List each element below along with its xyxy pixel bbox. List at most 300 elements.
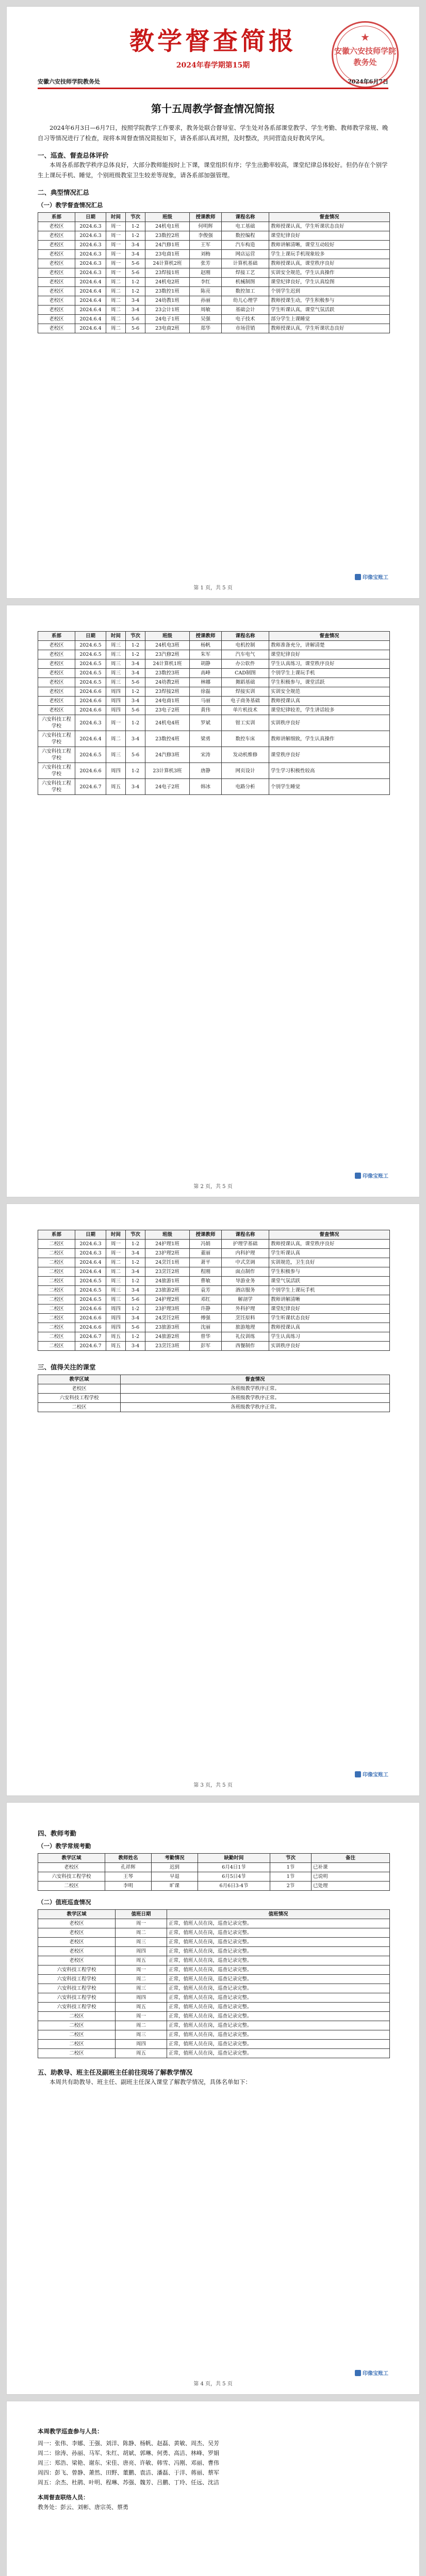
table-row <box>38 287 390 296</box>
table-cell: 罗斌 <box>190 715 222 731</box>
table-header-cell: 节次 <box>270 1854 312 1863</box>
table-cell: 24汽修3班 <box>145 747 190 763</box>
table-cell: 胡静 <box>190 659 222 669</box>
table-row <box>38 1863 390 1872</box>
table-cell: 部分学生上课睡觉 <box>269 315 390 324</box>
table-cell: 23旅游2班 <box>145 1286 190 1295</box>
table-cell: 李明 <box>105 1882 152 1891</box>
table-cell: 周二 <box>106 324 126 333</box>
table-cell: 周四 <box>106 706 126 715</box>
table-cell: 学生积极参与 <box>269 1267 390 1277</box>
logo-icon <box>355 2370 361 2376</box>
table-cell: 徐磊 <box>190 687 222 697</box>
table-cell: 正常，值班人员在岗，巡查记录完整。 <box>167 1919 390 1928</box>
table-cell: 个别学生迟到 <box>269 287 390 296</box>
table-cell: 24机电4班 <box>145 715 190 731</box>
table-cell: 周一 <box>106 222 126 231</box>
section-1-text: 本周各系部教学秩序总体良好，大部分教师能按时上下课，课堂组织有序；学生出勤率较高，课堂纪律总体较好。但仍存在个别学生上课玩手机、睡觉，个别班级教室卫生较差等现象，请各系部加强管理。 <box>38 161 388 179</box>
table-cell: 舞蹈基础 <box>222 678 269 687</box>
table-cell: 老校区 <box>38 669 75 678</box>
inspection-table-part1 <box>38 212 390 333</box>
table-cell: 周三 <box>106 1295 126 1304</box>
table-cell: 老校区 <box>38 222 75 231</box>
table-cell: 赵刚 <box>190 268 222 278</box>
table-cell: 周五 <box>116 2003 167 2012</box>
table-cell: 孙丽 <box>190 296 222 306</box>
table-cell: 2024.6.5 <box>75 1286 106 1295</box>
table-row <box>38 747 390 763</box>
table-cell: 老校区 <box>38 650 75 659</box>
table-cell: 3-4 <box>126 669 145 678</box>
table-cell: 2024.6.4 <box>75 324 106 333</box>
footer-logo: 印像宝账工 <box>355 2369 388 2377</box>
table-cell: 杨帆 <box>190 641 222 650</box>
table-cell: 正常，值班人员在岗，巡查记录完整。 <box>167 1975 390 1984</box>
table-cell: 1节 <box>270 1872 312 1882</box>
table-cell: 曹敏 <box>190 1277 222 1286</box>
logo-icon <box>355 1173 361 1179</box>
table-cell: 六安科技工程学校 <box>38 731 75 747</box>
table-cell: 基础会计 <box>222 306 269 315</box>
table-row <box>38 1394 390 1403</box>
table-cell: 周三 <box>106 650 126 659</box>
table-cell: 23焊接2班 <box>145 687 190 697</box>
table-row <box>38 2030 390 2040</box>
table-cell: 2024.6.3 <box>75 268 106 278</box>
table-cell: 正常，值班人员在岗，巡查记录完整。 <box>167 1984 390 1993</box>
page-number: 第 1 页，共 5 页 <box>193 585 233 591</box>
table-cell: 3-4 <box>126 1314 145 1323</box>
table-cell: 2024.6.6 <box>75 1314 106 1323</box>
table-cell: 个别学生睡觉 <box>269 779 390 795</box>
table-row <box>38 1947 390 1956</box>
section-4-2-heading: （二）值班巡查情况 <box>38 1899 91 1906</box>
table-cell: 学生上课玩手机现象较多 <box>269 250 390 259</box>
table-cell: 老校区 <box>38 1928 116 1938</box>
table-cell: 老校区 <box>38 678 75 687</box>
duty-patrol-table <box>38 1909 390 2058</box>
table-cell: 1-2 <box>126 222 145 231</box>
table-header-cell: 节次 <box>126 632 145 641</box>
table-cell: 外科护理 <box>222 1304 269 1314</box>
table-cell: 5-6 <box>126 706 145 715</box>
table-cell: 1-2 <box>126 1304 145 1314</box>
table-row <box>38 2049 390 2058</box>
table-cell: 二校区 <box>38 2040 116 2049</box>
table-header-cell: 考勤情况 <box>152 1854 198 1863</box>
table-cell: 网页设计 <box>222 763 269 779</box>
table-cell: 正常，值班人员在岗，巡查记录完整。 <box>167 1928 390 1938</box>
table-cell: 24机电2班 <box>145 278 190 287</box>
table-cell: 2024.6.5 <box>75 659 106 669</box>
table-cell: 23数控4班 <box>145 731 190 747</box>
table-cell: 二校区 <box>38 1286 75 1295</box>
table-row <box>38 659 390 669</box>
table-cell: 二校区 <box>38 1332 75 1342</box>
page-3 <box>6 1204 420 1796</box>
table-cell: 2024.6.6 <box>75 1304 106 1314</box>
section-4-heading: 四、教师考勤 <box>38 1829 77 1837</box>
table-row <box>38 315 390 324</box>
table-cell: 周二 <box>116 1975 167 1984</box>
table-row <box>38 2040 390 2049</box>
table-cell: 钳工实训 <box>222 715 269 731</box>
table-cell: 2024.6.5 <box>75 641 106 650</box>
table-cell: 教师授课认真 <box>269 1323 390 1332</box>
table-cell: 实训秩序良好 <box>269 1342 390 1351</box>
table-cell: 2024.6.3 <box>75 222 106 231</box>
table-row <box>38 2012 390 2021</box>
table-cell: 实训安全规范，学生认真操作 <box>269 268 390 278</box>
participants-friday: 周五：余杰、杜鹃、叶明、程琳、苏强、魏芳、吕鹏、丁玲、任远、沈洁 <box>38 2479 219 2486</box>
table-cell: 老校区 <box>38 315 75 324</box>
table-cell: 机械制图 <box>222 278 269 287</box>
table-cell: 周二 <box>106 287 126 296</box>
table-cell: 2024.6.4 <box>75 1258 106 1267</box>
table-cell: 老校区 <box>38 659 75 669</box>
table-cell: 课堂纪律良好，学生认真绘图 <box>269 278 390 287</box>
table-cell: 课堂纪律良好 <box>269 1304 390 1314</box>
table-header-cell: 督查情况 <box>269 1230 390 1240</box>
table-cell: 老校区 <box>38 1919 116 1928</box>
table-cell: 数控编程 <box>222 231 269 241</box>
table-cell: 3-4 <box>126 241 145 250</box>
table-cell: 课堂纪律良好 <box>269 231 390 241</box>
table-row <box>38 687 390 697</box>
table-cell: 王琴 <box>105 1872 152 1882</box>
table-cell: 老校区 <box>38 231 75 241</box>
table-cell: 周四 <box>106 1304 126 1314</box>
table-cell: 老校区 <box>38 324 75 333</box>
table-cell: 六安科技工程学校 <box>38 1394 121 1403</box>
table-cell: 各班级教学秩序正常。 <box>121 1403 390 1412</box>
table-cell: 教师授课生动，学生积极参与 <box>269 296 390 306</box>
doc-title: 第十五周教学督查情况简报 <box>151 103 275 115</box>
footer-logo: 印像宝账工 <box>355 573 388 581</box>
table-cell: 焊接实训 <box>222 687 269 697</box>
table-cell: 林娜 <box>190 678 222 687</box>
table-cell: CAD制图 <box>222 669 269 678</box>
table-cell: 张芳 <box>190 259 222 268</box>
table-cell: 1-2 <box>126 1277 145 1286</box>
table-header-cell: 授课教师 <box>190 632 222 641</box>
table-row <box>38 259 390 268</box>
table-cell: 2024.6.3 <box>75 241 106 250</box>
table-cell: 23电子2班 <box>145 706 190 715</box>
table-cell: 电子商务基础 <box>222 697 269 706</box>
table-cell: 23护理3班 <box>145 1304 190 1314</box>
table-cell: 教师授课认真 <box>269 697 390 706</box>
logo-icon <box>355 574 361 580</box>
issue-number: 2024年春学期第15期 <box>176 61 250 70</box>
table-header-cell: 时间 <box>106 213 126 222</box>
table-cell: 2024.6.3 <box>75 259 106 268</box>
table-cell: 旷课 <box>152 1882 198 1891</box>
table-cell: 周四 <box>106 763 126 779</box>
table-cell: 正常，值班人员在岗，巡查记录完整。 <box>167 2030 390 2040</box>
table-header-cell: 时间 <box>106 632 126 641</box>
table-cell: 周一 <box>106 259 126 268</box>
table-header-cell: 教学区域 <box>38 1375 121 1384</box>
table-cell: 已说明 <box>312 1872 390 1882</box>
table-header-cell: 时间 <box>106 1230 126 1240</box>
table-cell: 周四 <box>106 687 126 697</box>
table-cell: 汽车电气 <box>222 650 269 659</box>
table-cell: 3-4 <box>126 779 145 795</box>
table-cell: 5-6 <box>126 268 145 278</box>
table-cell: 周四 <box>106 1323 126 1332</box>
table-header-row <box>38 213 390 222</box>
table-cell: 教师授课认真，学生听课状态良好 <box>269 324 390 333</box>
table-cell: 周一 <box>106 1249 126 1258</box>
table-cell: 老校区 <box>38 687 75 697</box>
table-cell: 各班级教学秩序正常。 <box>121 1384 390 1394</box>
table-cell: 周三 <box>106 1286 126 1295</box>
table-cell: 李俊强 <box>190 231 222 241</box>
table-header-cell: 日期 <box>75 213 106 222</box>
table-cell: 周一 <box>106 231 126 241</box>
table-cell: 3-4 <box>126 1249 145 1258</box>
table-row <box>38 2021 390 2030</box>
table-cell: 市场营销 <box>222 324 269 333</box>
table-cell: 电子技术 <box>222 315 269 324</box>
table-header-cell: 课程名称 <box>222 1230 269 1240</box>
table-cell: 梁勇 <box>190 731 222 747</box>
table-row <box>38 1993 390 2003</box>
table-cell: 2024.6.3 <box>75 1240 106 1249</box>
table-cell: 2024.6.6 <box>75 697 106 706</box>
table-cell: 课堂纪律较差，学生讲话较多 <box>269 706 390 715</box>
table-row <box>38 1240 390 1249</box>
table-cell: 六安科技工程学校 <box>38 779 75 795</box>
table-cell: 老校区 <box>38 259 75 268</box>
table-cell: 冯娟 <box>190 1240 222 1249</box>
table-row <box>38 1384 390 1394</box>
table-header-cell: 节次 <box>126 1230 145 1240</box>
table-cell: 汽车构造 <box>222 241 269 250</box>
table-cell: 2024.6.6 <box>75 687 106 697</box>
table-cell: 周敏 <box>190 306 222 315</box>
table-row <box>38 1304 390 1314</box>
table-header-cell: 督查情况 <box>269 213 390 222</box>
table-row <box>38 241 390 250</box>
table-cell: 周三 <box>106 641 126 650</box>
table-cell: 23旅游3班 <box>145 1323 190 1332</box>
table-cell: 教师准备充分，讲解清楚 <box>269 641 390 650</box>
table-cell: 周五 <box>116 2049 167 2058</box>
table-cell: 二校区 <box>38 1240 75 1249</box>
table-cell: 迟到 <box>152 1863 198 1872</box>
table-row <box>38 1249 390 1258</box>
table-cell: 周五 <box>116 1956 167 1965</box>
table-cell: 二校区 <box>38 1258 75 1267</box>
table-cell: 已补课 <box>312 1863 390 1872</box>
table-header-row <box>38 1230 390 1240</box>
table-cell: 周三 <box>106 747 126 763</box>
footer-logo: 印像宝账工 <box>355 1770 388 1778</box>
section-5-text: 本周共有助教导、班主任、副班主任深入课堂了解教学情况，具体名单如下： <box>50 2078 251 2086</box>
table-header-row <box>38 1375 390 1384</box>
table-cell: 24机电1班 <box>145 222 190 231</box>
table-cell: 学生学习积极性较高 <box>269 763 390 779</box>
table-cell: 23数控3班 <box>145 669 190 678</box>
table-cell: 周四 <box>106 1314 126 1323</box>
table-row <box>38 1882 390 1891</box>
table-cell: 3-4 <box>126 1267 145 1277</box>
table-cell: 2024.6.7 <box>75 1342 106 1351</box>
table-cell: 正常，值班人员在岗，巡查记录完整。 <box>167 2049 390 2058</box>
table-header-cell: 教学区域 <box>38 1854 105 1863</box>
table-cell: 电路分析 <box>222 779 269 795</box>
table-cell: 5-6 <box>126 259 145 268</box>
table-header-cell: 值班情况 <box>167 1910 390 1919</box>
table-cell: 实训规范，卫生良好 <box>269 1258 390 1267</box>
table-cell: 二校区 <box>38 1304 75 1314</box>
table-header-cell: 系部 <box>38 632 75 641</box>
table-cell: 1-2 <box>126 687 145 697</box>
table-cell: 24计算机1班 <box>145 659 190 669</box>
table-row <box>38 1342 390 1351</box>
table-cell: 周二 <box>116 2021 167 2030</box>
table-cell: 六安科技工程学校 <box>38 2003 116 2012</box>
table-cell: 周三 <box>116 1984 167 1993</box>
table-header-row <box>38 632 390 641</box>
issuing-org: 安徽六安技师学院教务处 <box>38 78 100 85</box>
table-cell: 周一 <box>106 1240 126 1249</box>
section-3-heading: 三、值得关注的课堂 <box>38 1363 96 1371</box>
table-header-cell: 缺勤时间 <box>198 1854 270 1863</box>
table-row <box>38 669 390 678</box>
table-header-row <box>38 1910 390 1919</box>
page-2 <box>6 605 420 1197</box>
table-cell: 23数控1班 <box>145 287 190 296</box>
table-cell: 正常，值班人员在岗，巡查记录完整。 <box>167 1947 390 1956</box>
table-cell: 六安科技工程学校 <box>38 1965 116 1975</box>
table-cell: 彭军 <box>190 1342 222 1351</box>
table-cell: 老校区 <box>38 268 75 278</box>
issue-date: 2024年6月7日 <box>348 78 388 85</box>
table-cell: 2024.6.4 <box>75 731 106 747</box>
table-cell: 实训安全规范 <box>269 687 390 697</box>
table-cell: 2024.6.5 <box>75 669 106 678</box>
table-cell: 周三 <box>116 1938 167 1947</box>
table-cell: 24幼教1班 <box>145 296 190 306</box>
table-cell: 24旅游1班 <box>145 1277 190 1286</box>
table-cell: 23电商2班 <box>145 324 190 333</box>
table-cell: 周三 <box>106 1277 126 1286</box>
participants-wednesday: 周三：郑浩、梁艳、谢东、宋佳、唐亮、许敏、韩雪、冯刚、邓丽、曹伟 <box>38 2460 219 2466</box>
table-cell: 内科护理 <box>222 1249 269 1258</box>
table-cell: 23烹饪3班 <box>145 1342 190 1351</box>
table-cell: 老校区 <box>38 1384 121 1394</box>
table-cell: 已处理 <box>312 1882 390 1891</box>
table-cell: 1-2 <box>126 231 145 241</box>
table-cell: 6月5日4节 <box>198 1872 270 1882</box>
table-row <box>38 268 390 278</box>
table-cell: 网店运营 <box>222 250 269 259</box>
table-row <box>38 1872 390 1882</box>
table-cell: 二校区 <box>38 1277 75 1286</box>
table-cell: 二校区 <box>38 1342 75 1351</box>
table-row <box>38 250 390 259</box>
table-header-cell: 督查情况 <box>269 632 390 641</box>
table-cell: 2024.6.5 <box>75 678 106 687</box>
table-cell: 教师讲解细致，学生认真操作 <box>269 731 390 747</box>
notable-class-table <box>38 1375 390 1412</box>
table-cell: 二校区 <box>38 1267 75 1277</box>
table-cell: 二校区 <box>38 2021 116 2030</box>
table-cell: 1节 <box>270 1863 312 1872</box>
table-cell: 2024.6.6 <box>75 1323 106 1332</box>
table-cell: 23电商1班 <box>145 250 190 259</box>
table-cell: 二校区 <box>38 2012 116 2021</box>
attendance-table <box>38 1853 390 1891</box>
table-row <box>38 278 390 287</box>
table-cell: 老校区 <box>38 1863 105 1872</box>
table-cell: 2024.6.4 <box>75 315 106 324</box>
table-cell: 1-2 <box>126 763 145 779</box>
table-cell: 3-4 <box>126 731 145 747</box>
table-cell: 24电商1班 <box>145 697 190 706</box>
table-cell: 周一 <box>106 250 126 259</box>
table-cell: 周二 <box>106 1267 126 1277</box>
table-row <box>38 2003 390 2012</box>
table-header-cell: 值班日期 <box>116 1910 167 1919</box>
table-cell: 1-2 <box>126 641 145 650</box>
table-row <box>38 1928 390 1938</box>
table-cell: 23计算机3班 <box>145 763 190 779</box>
table-header-cell: 教师姓名 <box>105 1854 152 1863</box>
table-cell: 2024.6.7 <box>75 1332 106 1342</box>
table-cell: 2024.6.5 <box>75 1295 106 1304</box>
table-cell: 2024.6.4 <box>75 278 106 287</box>
table-cell: 单片机技术 <box>222 706 269 715</box>
table-cell: 朱军 <box>190 650 222 659</box>
table-cell: 2024.6.3 <box>75 1249 106 1258</box>
table-cell: 24汽修1班 <box>145 241 190 250</box>
table-row <box>38 1295 390 1304</box>
page-4 <box>6 1802 420 2395</box>
table-cell: 周一 <box>106 241 126 250</box>
table-header-cell: 课程名称 <box>222 213 269 222</box>
red-seal: ★ 安徽六安技师学院 教务处 <box>332 21 399 88</box>
table-cell: 周二 <box>106 278 126 287</box>
table-cell: 正常，值班人员在岗，巡查记录完整。 <box>167 2040 390 2049</box>
table-cell: 中式烹调 <box>222 1258 269 1267</box>
table-cell: 1-2 <box>126 1258 145 1267</box>
table-cell: 唐静 <box>190 763 222 779</box>
table-cell: 6月6日3-4节 <box>198 1882 270 1891</box>
table-cell: 教师授课认真，学生听课状态良好 <box>269 222 390 231</box>
participants-thursday: 周四：彭飞、曾静、萧然、田野、董鹏、袁洁、潘磊、于洋、蒋丽、蔡军 <box>38 2469 219 2476</box>
table-header-cell: 节次 <box>126 213 145 222</box>
section-2-1-heading: （一）教学督查情况汇总 <box>38 201 103 209</box>
table-cell: 周二 <box>106 1258 126 1267</box>
table-cell: 电机控制 <box>222 641 269 650</box>
table-cell: 个别学生上课玩手机 <box>269 1286 390 1295</box>
table-cell: 1-2 <box>126 1240 145 1249</box>
table-cell: 2024.6.5 <box>75 747 106 763</box>
table-row <box>38 731 390 747</box>
footer-logo: 印像宝账工 <box>355 1172 388 1179</box>
table-cell: 24机电3班 <box>145 641 190 650</box>
table-cell: 3-4 <box>126 1342 145 1351</box>
table-cell: 正常，值班人员在岗，巡查记录完整。 <box>167 1938 390 1947</box>
table-cell: 正常，值班人员在岗，巡查记录完整。 <box>167 2003 390 2012</box>
table-cell: 3-4 <box>126 296 145 306</box>
table-cell: 个别学生上课玩手机 <box>269 669 390 678</box>
table-cell: 24旅游2班 <box>145 1332 190 1342</box>
